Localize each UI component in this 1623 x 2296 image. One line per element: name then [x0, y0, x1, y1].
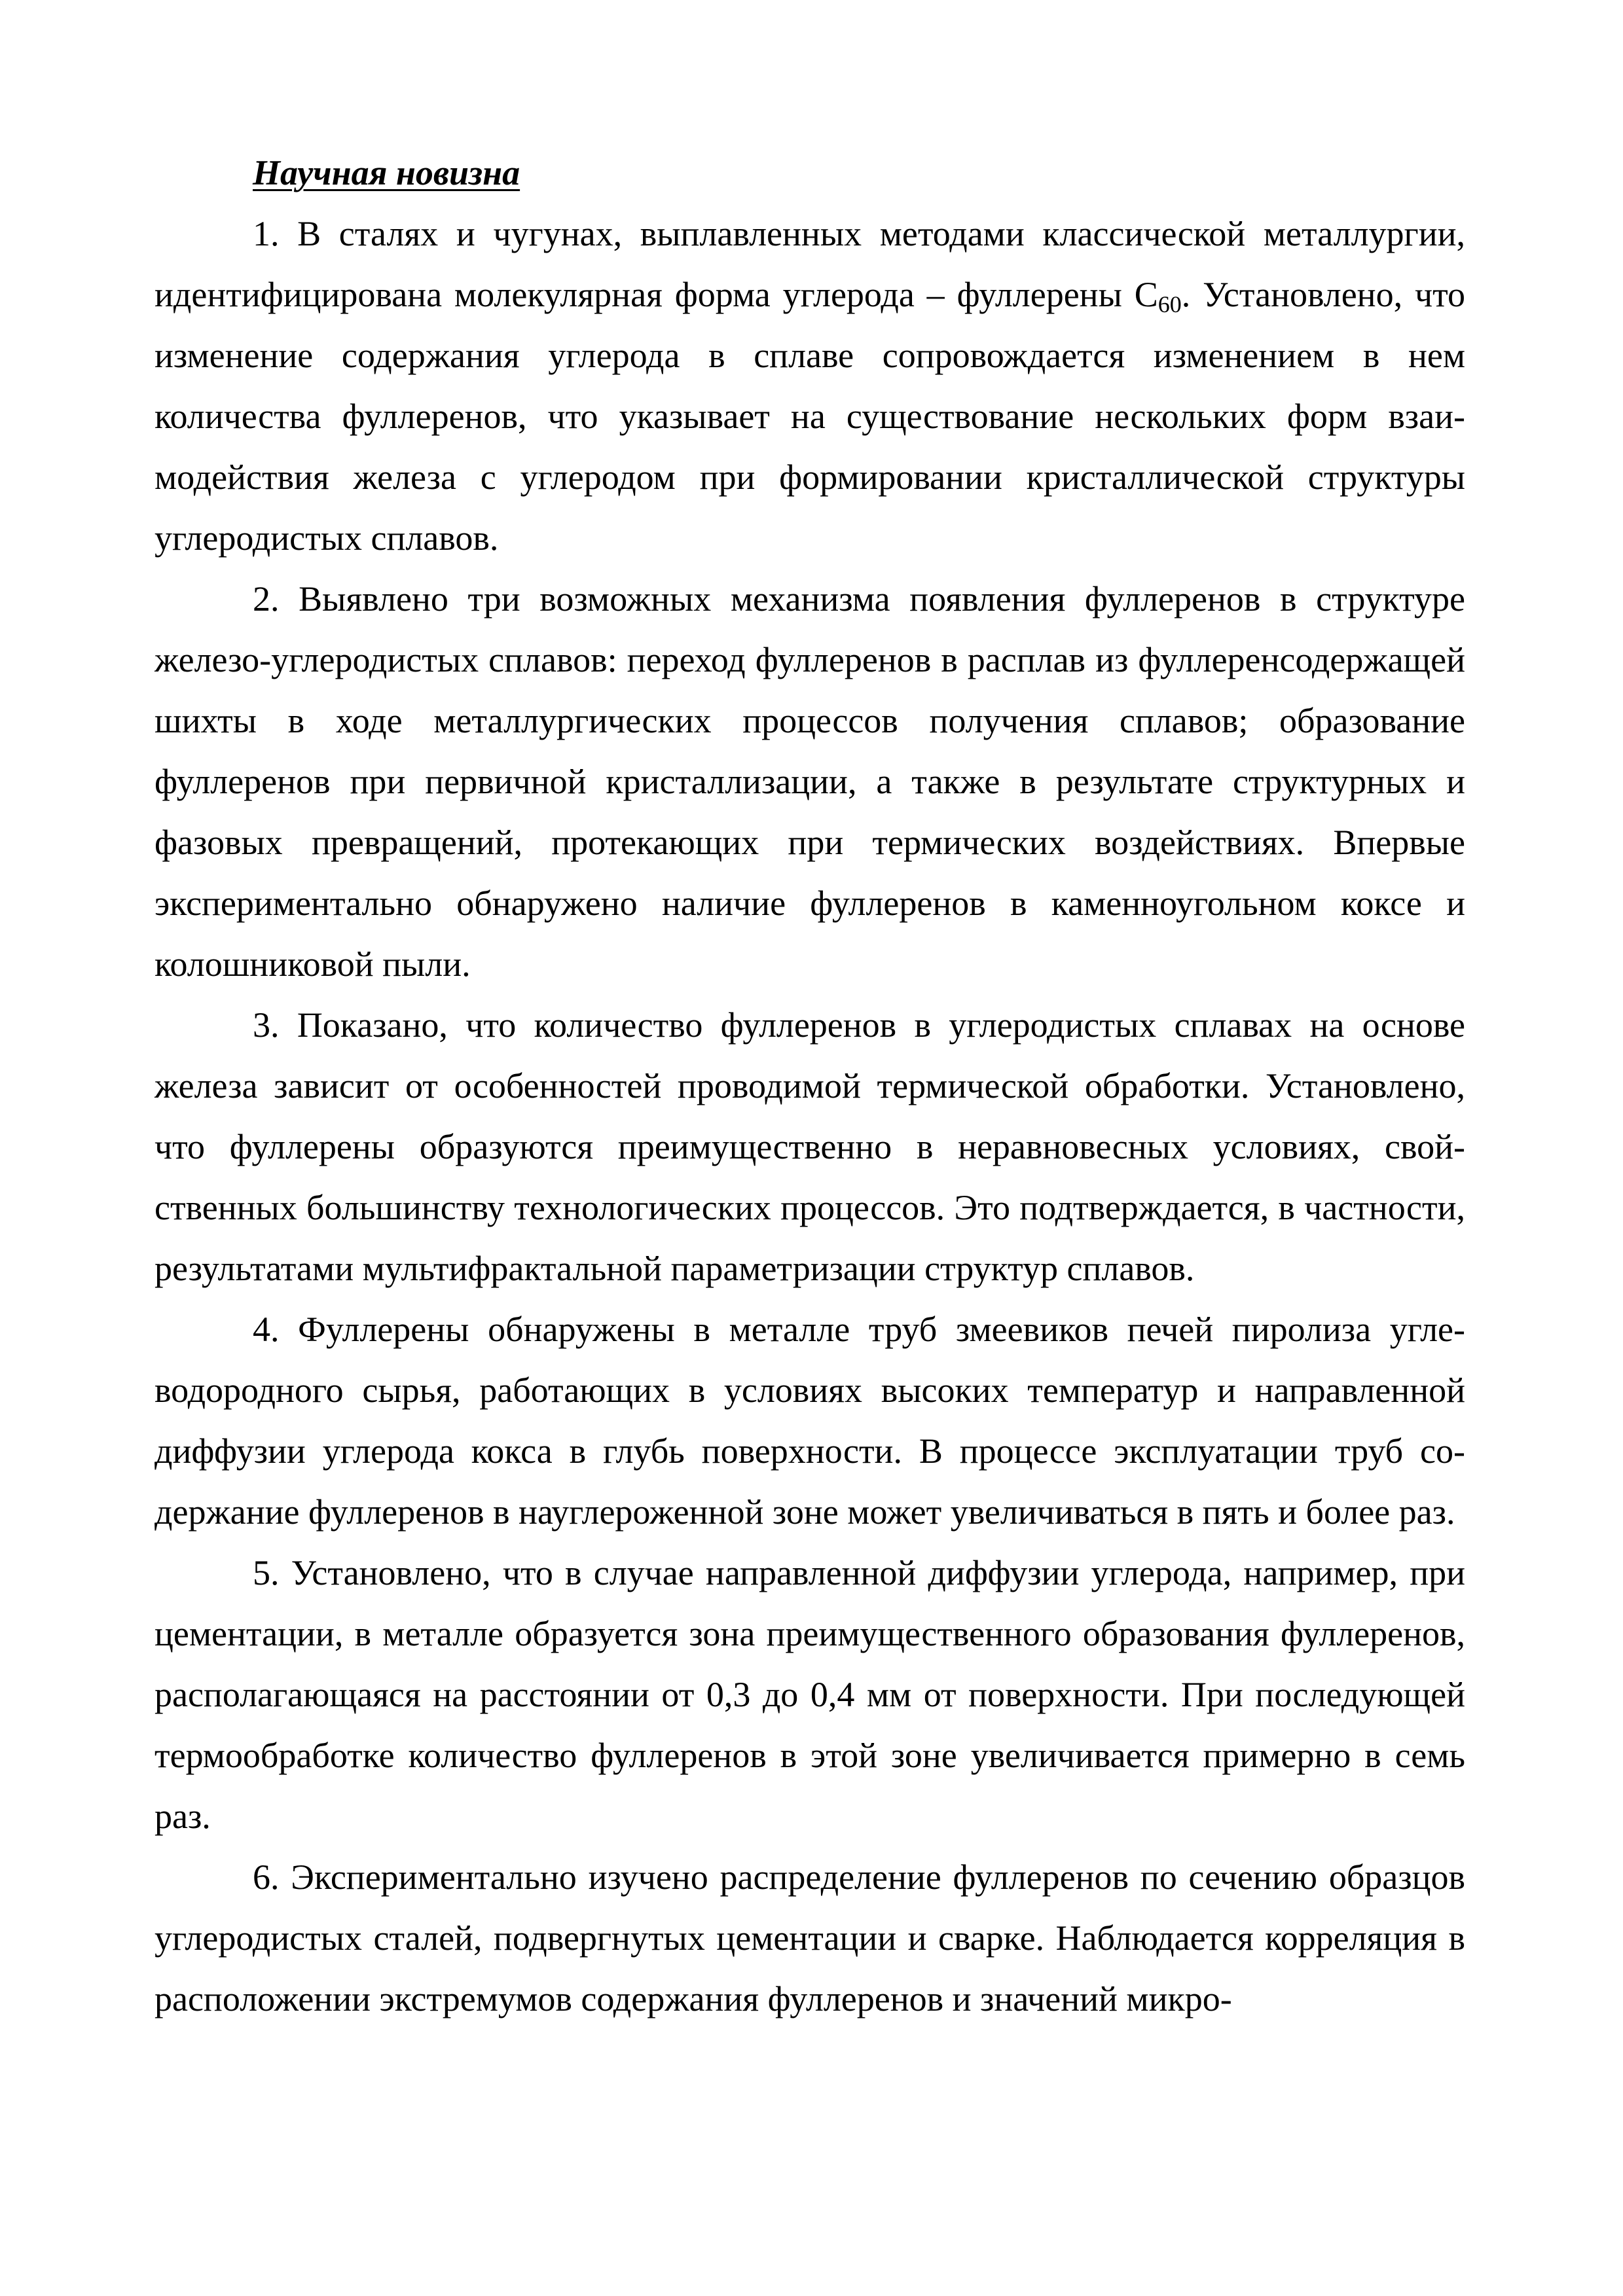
- text-body: [155, 143, 1465, 2030]
- paragraph-2: 2. Выявлено три возможных механизма появления фуллеренов в структуре железо-углеродистых сплавов: переход фуллеренов в расплав из фуллеренсодержащей шихты в ходе металлургических процессов получения сплавов; образование фуллеренов при первичной кристаллизации, а также в результате структурных и фазовых превращений, протекающих при термических воздействиях. Впервые экспериментально обнаружено наличие фуллеренов в каменноугольном коксе и колошниковой пыли.: [155, 579, 1465, 984]
- paragraph-6: 6. Экспериментально изучено распределение фуллеренов по сечению образцов углеродистых сталей, подвергнутых цементации и сварке. Наблюдается корреляция в расположении экстремумов содержания фуллеренов и значений микро-: [155, 1857, 1465, 2018]
- paragraph-1-text: 1. В сталях и чугунах, выплавленных методами классической металлургии, идентифицирована молекулярная форма углерода – фуллерены С: [155, 214, 1465, 314]
- paragraph-1-text-continued: . Установлено, что изменение содержания углерода в сплаве сопровождается изменением в нем количества фуллеренов, что указывает на существование нескольких форм взаимодействия железа с углеродом при формировании кристаллической структуры углеродистых сплавов.: [155, 275, 1465, 558]
- paragraph-1: [155, 204, 1465, 569]
- paragraph-4: 4. Фуллерены обнаружены в металле труб змеевиков печей пиролиза углеводородного сырья, работающих в условиях высоких температур и направленной диффузии углерода кокса в глубь поверхности. В процессе эксплуатации труб содержание фуллеренов в науглероженной зоне может увеличиваться в пять и более раз.: [155, 1310, 1465, 1532]
- paragraph-5: 5. Установлено, что в случае направленной диффузии углерода, например, при цементации, в металле образуется зона преимущественного образования фуллеренов, располагающаяся на расстоянии от 0,3 до 0,4 мм от поверхности. При последующей термообработке количество фуллеренов в этой зоне увеличивается примерно в семь раз.: [155, 1553, 1465, 1836]
- paragraph-3: 3. Показано, что количество фуллеренов в углеродистых сплавах на основе железа зависит от особенностей проводимой термической обработки. Установлено, что фуллерены образуются преимущественно в неравновесных условиях, свойственных большинству технологических процессов. Это подтверждается, в частности, результатами мультифрактальной параметризации структур сплавов.: [155, 1005, 1465, 1288]
- section-heading: Научная новизна: [253, 153, 520, 192]
- c60-subscript: 60: [1158, 291, 1182, 317]
